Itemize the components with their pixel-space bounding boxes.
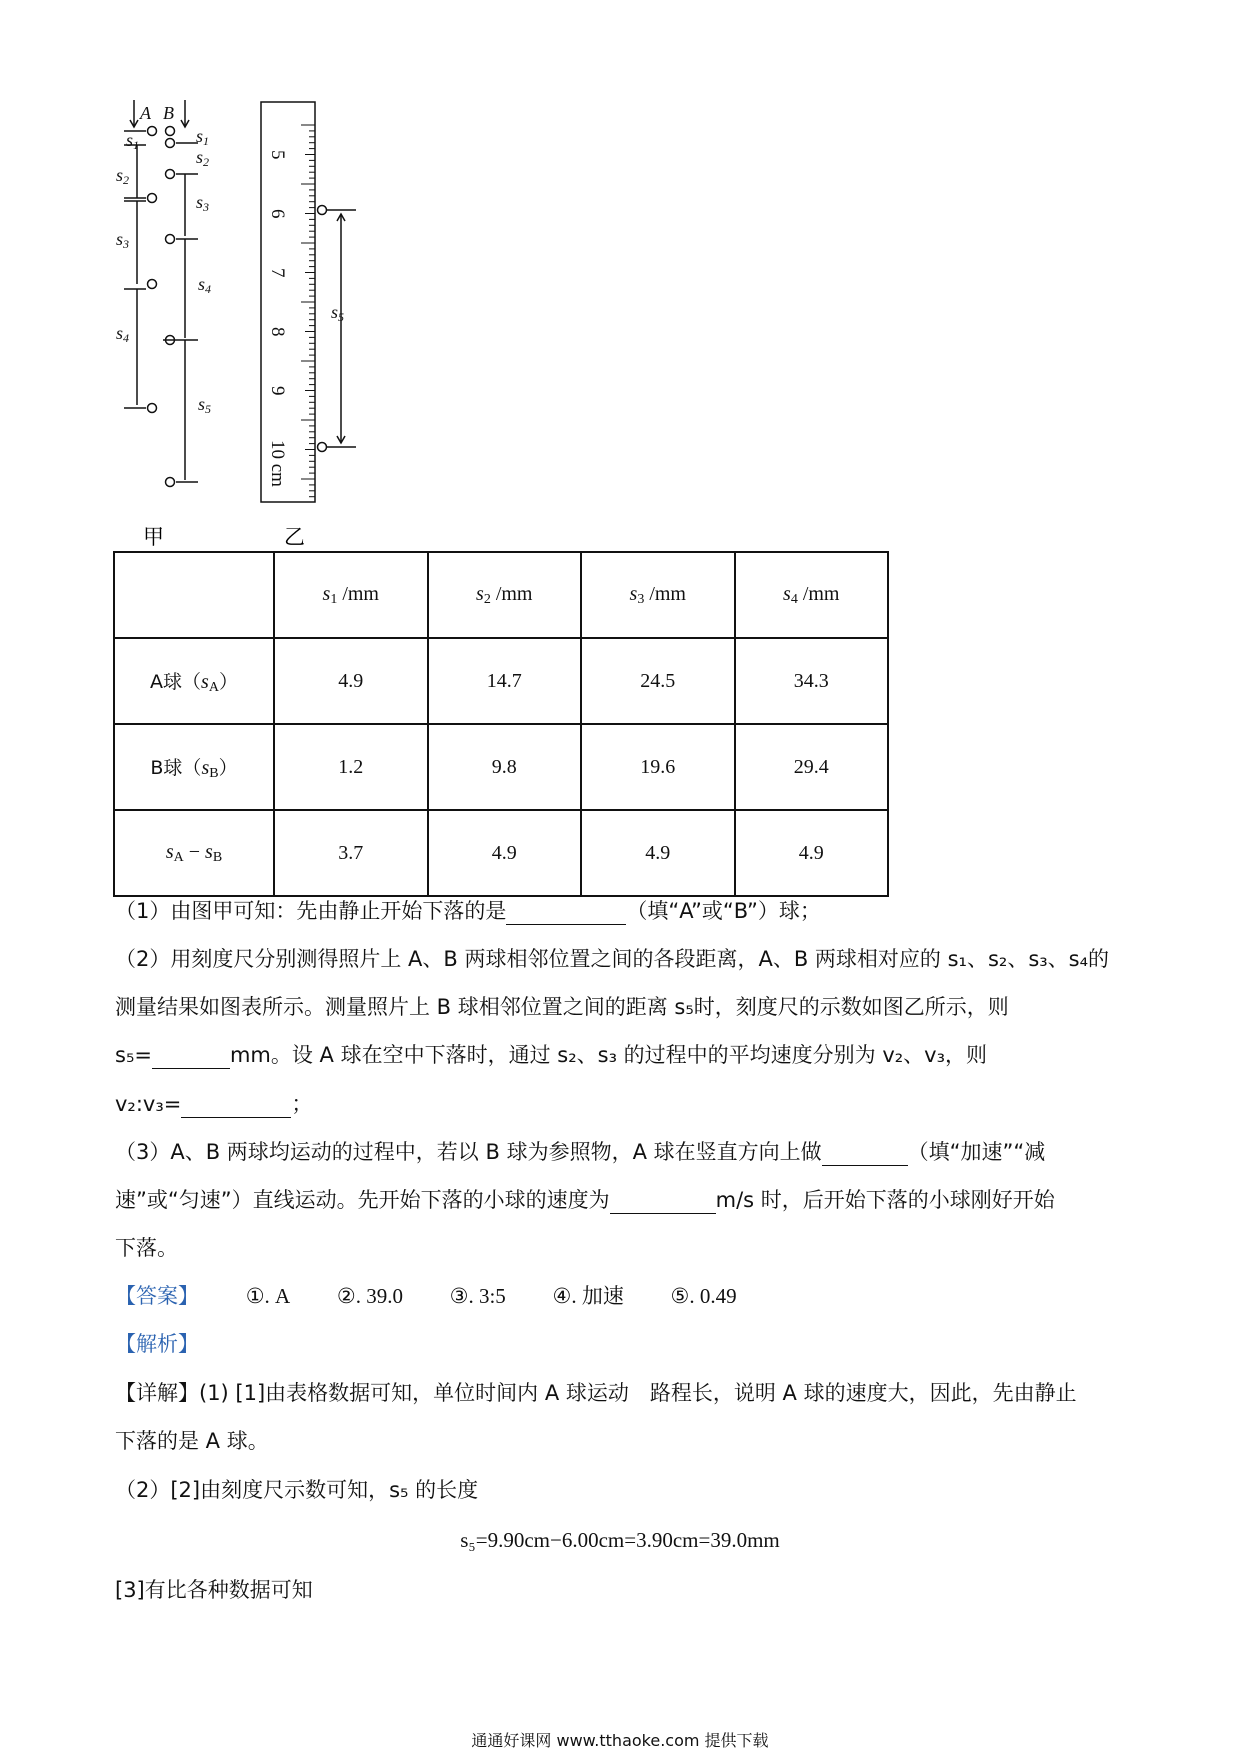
- answer-blank-5: [610, 1191, 716, 1214]
- detail-part2: （2）[2]由刻度尺示数可知，s₅ 的长度: [115, 1478, 479, 1502]
- detail-part3: [3]有比各种数据可知: [115, 1578, 313, 1602]
- svg-text:s4: s4: [116, 323, 130, 345]
- svg-text:9: 9: [267, 386, 288, 396]
- label-jia: 甲: [143, 525, 164, 549]
- answer-blank-3: [181, 1095, 291, 1118]
- question-3-line3: 下落。: [115, 1236, 178, 1260]
- svg-text:s3: s3: [196, 192, 210, 214]
- question-2-line4: v₂:v₃= ；: [115, 1092, 313, 1116]
- row-label-b: B球$(s_B)$: [114, 724, 274, 810]
- question-2-line1: （2）用刻度尺分别测得照片上 A、B 两球相邻位置之间的各段距离，A、B 两球相对应的 s₁、s₂、s₃、s₄的: [115, 947, 1110, 971]
- svg-text:8: 8: [267, 327, 288, 337]
- header-s4: $s_4$ /mm: [735, 552, 889, 638]
- svg-text:s1: s1: [126, 130, 140, 152]
- answer-blank-1: [506, 902, 626, 925]
- label-a: A: [140, 103, 151, 123]
- formula: s₅=9.90cm−6.00cm=3.90cm=39.0mm: [460, 1528, 780, 1552]
- ball-b-column: [163, 100, 198, 487]
- table-header-row: [114, 552, 888, 638]
- question-2-line3: s₅= mm。设 A 球在空中下落时，通过 s₂、s₃ 的过程中的平均速度分别为 v₂、v₃，则: [115, 1043, 988, 1067]
- s5-measure: [318, 206, 357, 452]
- svg-text:5: 5: [267, 150, 288, 160]
- table-row: $s_A - s_B$ 3.7 4.9 4.9 4.9: [114, 810, 888, 896]
- label-yi: 乙: [284, 525, 305, 549]
- svg-text:s5: s5: [198, 394, 212, 416]
- header-s1: $s_1$ /mm: [274, 552, 428, 638]
- data-table: [113, 551, 889, 897]
- svg-text:s1: s1: [196, 126, 210, 148]
- footer: 通通好课网 www.tthaoke.com 提供下载: [471, 1731, 769, 1750]
- analysis-tag: 【解析】: [115, 1332, 199, 1356]
- figure-jia-yi: [0, 0, 420, 549]
- svg-text:s2: s2: [116, 165, 130, 187]
- svg-text:6: 6: [267, 209, 288, 219]
- svg-text:s5: s5: [331, 302, 345, 324]
- table-row: A球$(s_A)$ 4.9 14.7 24.5 34.3: [114, 638, 888, 724]
- header-s3: $s_3$ /mm: [581, 552, 735, 638]
- question-1: （1）由图甲可知：先由静止开始下落的是 （填“A”或“B”）球；: [115, 899, 821, 923]
- detail-line1: 【详解】(1) [1]由表格数据可知，单位时间内 A 球运动 路程长，说明 A 球的速度大，因此，先由静止: [115, 1381, 1077, 1405]
- header-s2: $s_2$ /mm: [428, 552, 582, 638]
- svg-text:s4: s4: [198, 274, 212, 296]
- answer-row: 【答案】 ①. A ②. 39.0 ③. 3:5 ④. 加速 ⑤. 0.49: [115, 1284, 737, 1308]
- figure-labels: [116, 103, 211, 416]
- svg-text:s3: s3: [116, 229, 130, 251]
- svg-text:s2: s2: [196, 147, 210, 169]
- svg-text:7: 7: [267, 268, 288, 278]
- answer-tag: 【答案】: [115, 1284, 199, 1308]
- answer-blank-4: [822, 1143, 908, 1166]
- detail-line2: 下落的是 A 球。: [115, 1429, 269, 1453]
- svg-text:10 cm: 10 cm: [267, 440, 288, 487]
- table-row: B球$(s_B)$ 1.2 9.8 19.6 29.4: [114, 724, 888, 810]
- question-3-line2: 速”或“匀速”）直线运动。先开始下落的小球的速度为 m/s 时，后开始下落的小球刚好开始: [115, 1188, 1055, 1212]
- row-label-diff: $s_A - s_B$: [114, 810, 274, 896]
- question-2-line2: 测量结果如图表所示。测量照片上 B 球相邻位置之间的距离 s₅时，刻度尺的示数如图乙所示，则: [115, 995, 1009, 1019]
- label-b: B: [163, 103, 174, 123]
- row-label-a: A球$(s_A)$: [114, 638, 274, 724]
- answer-blank-2: [152, 1046, 230, 1069]
- question-3-line1: （3）A、B 两球均运动的过程中，若以 B 球为参照物，A 球在竖直方向上做 （填“加速”“减: [115, 1140, 1046, 1164]
